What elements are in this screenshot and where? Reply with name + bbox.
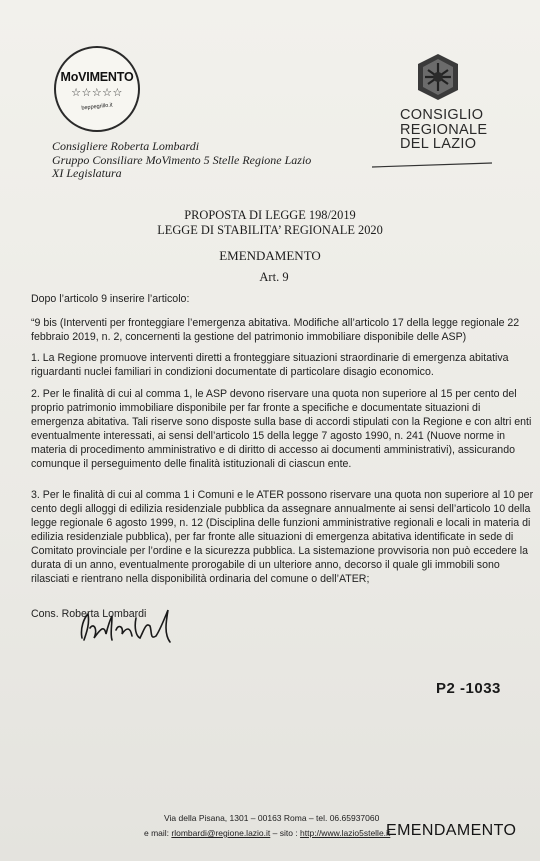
paragraph-line: “9 bis (Interventi per fronteggiare l’emergenza abitativa. Modifiche all’articolo 17 della legge regionale 22 [31, 317, 520, 329]
sender-group: Gruppo Consiliare MoVimento 5 Stelle Regione Lazio [52, 152, 312, 167]
council-name-line2: REGIONALE [400, 121, 488, 138]
paragraph-line: materia di procedimento amministrativo e di diritto di accesso ai documenti amministrativi), assicurando [31, 444, 515, 456]
paragraph-line: comunque il perseguimento delle finalità istituzionali di ciascun ente. [31, 458, 352, 470]
law-title: LEGGE DI STABILITA’ REGIONALE 2020 [157, 223, 383, 237]
paragraph-heading [31, 316, 520, 344]
logo-name: MoVIMENTO [60, 70, 134, 84]
intro-line [31, 292, 515, 306]
paragraph-line: emergenza abitativa. Tali riserve sono disposte sulla base di accordi stipulati con la Regione e con altri enti [31, 416, 532, 428]
paragraph-line: Comitato provinciale per l’ordine e la sicurezza pubblica. La sistemazione provvisoria non può eccedere la [31, 545, 528, 557]
site-label: – sito : [270, 828, 301, 838]
paragraph-line: proprio patrimonio immobiliare disponibile per far fronte a specifiche e documentate situazioni di [31, 402, 481, 414]
logo-url: beppegrillo.it [81, 102, 113, 112]
paragraph-line: edilizia residenziale pubblica), per far fronte alle situazioni di emergenza abitativa identificate in sede di [31, 531, 514, 543]
movimento-5-stelle-logo [54, 46, 140, 132]
paragraph-comma-1 [31, 351, 515, 379]
paragraph-line: eventualmente interessati, ai sensi dell’articolo 15 della legge 7 agosto 1990, n. 241 (Nuove norme in [31, 430, 506, 442]
paragraph-line: 3. Per le finalità di cui al comma 1 i Comuni e le ATER possono riservare una quota non superiore al 10 per [31, 489, 534, 501]
footer-address: Via della Pisana, 1301 – 00163 Roma – tel. 06.65937060 [164, 813, 380, 823]
paragraph-line: 1. La Regione promuove interventi diretti a fronteggiare situazioni straordinarie di emergenza abitativa [31, 352, 509, 364]
council-underline [372, 162, 492, 168]
logo-stars: ☆☆☆☆☆ [71, 87, 123, 99]
signer-name: Cons. Roberta Lombardi [31, 608, 147, 620]
paragraph-line: febbraio 2019, n. 2, concernenti la gestione del patrimonio immobiliare disponibile delle ASP) [31, 331, 467, 343]
proposal-title: PROPOSTA DI LEGGE 198/2019 [184, 208, 356, 222]
footer-contacts [144, 828, 390, 838]
council-name-line3: DEL LAZIO [400, 136, 477, 152]
sender-name: Consigliere Roberta Lombardi [52, 139, 200, 153]
amendment-heading: EMENDAMENTO [219, 248, 321, 263]
sender-block [52, 140, 311, 181]
paragraph-line: durata di un anno, eventualmente prorogabile di un ulteriore anno, decorso il quale gli immobili sono [31, 559, 500, 571]
paragraph-comma-2 [31, 387, 532, 471]
article-heading: Art. 9 [259, 270, 289, 284]
sender-legislature: XI Legislatura [52, 166, 122, 180]
paragraph-line: riguardanti nuclei familiari in condizioni documentate di particolare disagio economico. [31, 366, 434, 378]
email-link[interactable]: rlombardi@regione.lazio.it [171, 828, 271, 838]
website-link[interactable]: http://www.lazio5stelle.it [300, 828, 391, 838]
paragraph-line: legge regionale 6 agosto 1999, n. 12 (Disciplina delle funzioni amministrative regionali e locali in materia di [31, 517, 531, 529]
paragraph-line: rilasciati e rientrano nella disponibilità ordinaria del comune o dell’ATER; [31, 573, 370, 585]
handwritten-signature [60, 600, 200, 650]
protocol-number: P2 -1033 [436, 680, 501, 697]
email-label: e mail: [144, 828, 172, 838]
paragraph-comma-3 [31, 488, 534, 586]
intro-text: Dopo l’articolo 9 inserire l’articolo: [31, 293, 190, 305]
paragraph-line: cento degli alloggi di edilizia residenziale pubblica da assegnare annualmente ai sensi dell’articolo 10 della [31, 503, 531, 515]
council-emblem-icon [414, 52, 462, 102]
paragraph-line: 2. Per le finalità di cui al comma 1, le ASP devono riservare una quota non superiore al 15 per cento del [31, 388, 517, 400]
amendment-stamp: EMENDAMENTO [386, 822, 517, 839]
council-name [400, 108, 510, 152]
council-name-line1: CONSIGLIO [400, 107, 484, 123]
